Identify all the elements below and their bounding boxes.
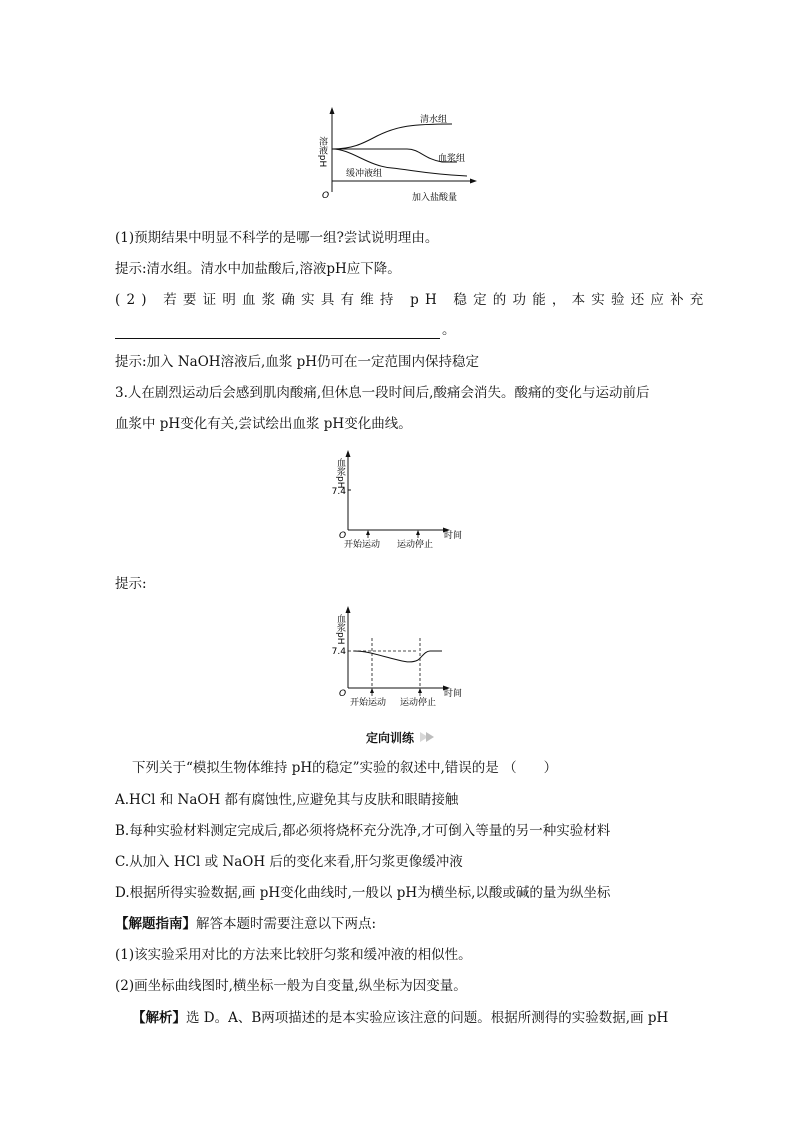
question-3-line2: 血浆中 pH变化有关,尝试绘出血浆 pH变化曲线。 — [115, 416, 412, 432]
fig2-stop-label: 运动停止 — [397, 540, 434, 550]
hint-2: 提示:加入 NaOH溶液后,血浆 pH仍可在一定范围内保持稳定 — [115, 354, 480, 370]
stop-arrow — [418, 688, 422, 693]
guide-point-1: (1)该实验采用对比的方法来比较肝匀浆和缓冲液的相似性。 — [115, 947, 472, 963]
mc-stem: 下列关于“模拟生物体维持 pH的稳定”实验的叙述中,错误的是 （ ） — [132, 760, 558, 776]
start-arrow — [366, 530, 370, 535]
y-axis-arrow — [346, 450, 351, 457]
figure-blank-axes — [330, 448, 470, 550]
option-b: B.每种实验材料测定完成后,都必须将烧杯充分洗净,才可倒入等量的另一种实验材料 — [115, 823, 611, 839]
fig3-xlabel: 时间 — [444, 689, 463, 699]
analysis-label: 【解析】 — [132, 1010, 186, 1026]
fig2-start-label: 开始运动 — [344, 540, 381, 550]
fig2-xlabel: 时间 — [444, 531, 463, 541]
fig3-tick-label: 7.4 — [331, 647, 346, 657]
analysis-text: 选 D。A、B两项描述的是本实验应该注意的问题。根据所测得的实验数据,画 pH — [186, 1010, 669, 1026]
figure-ph-vs-acid — [312, 104, 482, 206]
guide-point-2: (2)画坐标曲线图时,横坐标一般为自变量,纵坐标为因变量。 — [115, 978, 467, 994]
fig1-label-buffer: 缓冲液组 — [346, 169, 383, 179]
option-d: D.根据所得实验数据,画 pH变化曲线时,一般以 pH为横坐标,以酸或碱的量为纵坐标 — [115, 885, 611, 901]
fig3-stop-label: 运动停止 — [400, 698, 437, 708]
fig2-origin: O — [339, 531, 347, 541]
y-axis-arrow — [346, 606, 351, 613]
guide-text: 解答本题时需要注意以下两点: — [196, 916, 377, 932]
hint-3: 提示: — [115, 576, 147, 592]
question-3-line1: 3.人在剧烈运动后会感到肌肉酸痛,但休息一段时间后,酸痛会消失。酸痛的变化与运动前后 — [115, 385, 650, 401]
y-axis-arrow — [330, 107, 335, 114]
analysis-line — [132, 1009, 668, 1027]
stop-arrow — [416, 530, 420, 535]
question-1: (1)预期结果中明显不科学的是哪一组?尝试说明理由。 — [115, 230, 439, 246]
option-c: C.从加入 HCl 或 NaOH 后的变化来看,肝匀浆更像缓冲液 — [115, 854, 463, 870]
figure-plasma-ph-curve — [330, 602, 470, 710]
guide-line — [115, 915, 376, 933]
fig1-label-water: 清水组 — [420, 115, 448, 125]
fig3-start-label: 开始运动 — [350, 698, 387, 708]
x-axis-arrow — [470, 179, 477, 184]
guide-label: 【解题指南】 — [115, 916, 196, 932]
answer-blank-line — [115, 321, 456, 339]
plasma-ph-curve — [354, 651, 442, 662]
question-2: (2) 若要证明血浆确实具有维持 pH 稳定的功能，本实验还应补充 — [115, 292, 710, 308]
section-title — [356, 728, 436, 746]
fig2-ylabel: 血浆pH — [335, 458, 345, 489]
fig1-origin: O — [322, 191, 330, 201]
fig1-label-plasma: 血浆组 — [438, 154, 466, 164]
arrow-decoration-icon — [420, 732, 436, 742]
fig3-ylabel: 血浆pH — [335, 614, 345, 645]
answer-blank[interactable] — [115, 324, 440, 339]
fig3-origin: O — [339, 689, 347, 699]
hint-1: 提示:清水组。清水中加盐酸后,溶液pH应下降。 — [115, 261, 401, 277]
fig1-ylabel: 溶液pH — [317, 136, 327, 168]
option-a: A.HCl 和 NaOH 都有腐蚀性,应避免其与皮肤和眼睛接触 — [115, 792, 459, 808]
fig1-xlabel: 加入盐酸量 — [412, 193, 458, 203]
fig2-tick-label: 7.4 — [331, 487, 346, 497]
curve-water — [332, 124, 452, 149]
section-title-text: 定向训练 — [366, 731, 415, 745]
blank-end-mark: 。 — [442, 322, 456, 338]
start-arrow — [370, 688, 374, 693]
